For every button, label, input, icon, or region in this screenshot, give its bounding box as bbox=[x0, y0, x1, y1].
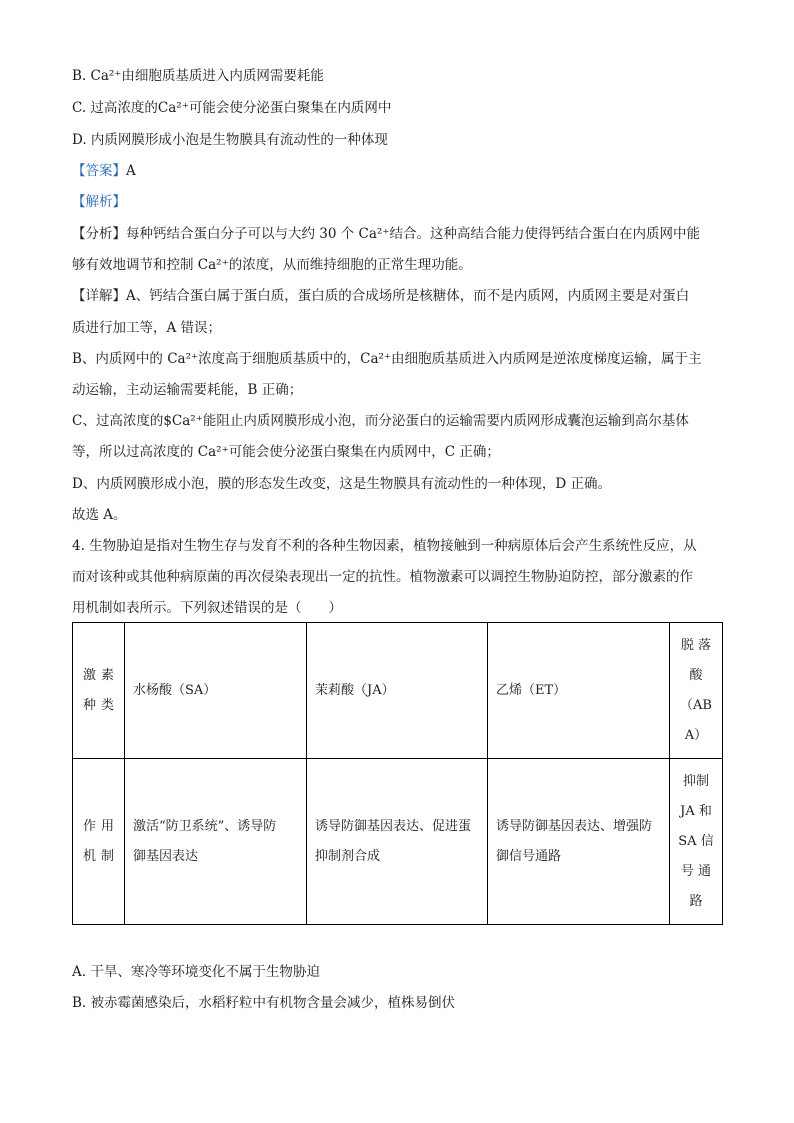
xiangjie-text-a1: A、钙结合蛋白属于蛋白质，蛋白质的合成场所是核糖体，而不是内质网，内质网主要是对蛋白 bbox=[126, 288, 690, 304]
cell-ja: 茉莉酸（JA） bbox=[307, 623, 488, 759]
table-row-types bbox=[73, 623, 723, 759]
analysis-label: 【解析】 bbox=[72, 194, 126, 210]
xiangjie-b1: B、内质网中的 Ca²⁺浓度高于细胞质基质中的，Ca²⁺由细胞质基质进入内质网是逆浓度梯度运输，属于主 bbox=[72, 351, 702, 367]
q4-line-2: 而对该种或其他种病原菌的再次侵染表现出一定的抗性。植物激素可以调控生物胁迫防控，部分激素的作 bbox=[72, 569, 693, 585]
mechanism-ja: 诱导防御基因表达、促进蛋 抑制剂合成 bbox=[307, 759, 488, 925]
xiangjie-label: 【详解】 bbox=[72, 288, 126, 304]
xiangjie-c2: 等，所以过高浓度的 Ca²⁺可能会使分泌蛋白聚集在内质网中，C 正确； bbox=[72, 444, 500, 460]
xiangjie-a2: 质进行加工等，A 错误； bbox=[72, 320, 222, 336]
fenxi-label: 【分析】 bbox=[72, 226, 126, 242]
cell-sa: 水杨酸（SA） bbox=[125, 623, 307, 759]
fenxi-text-1: 每种钙结合蛋白分子可以与大约 30 个 Ca²⁺结合。这种高结合能力使得钙结合蛋白在内质网中能 bbox=[126, 226, 700, 242]
q4-line-1: 4. 生物胁迫是指对生物生存与发育不利的各种生物因素，植物接触到一种病原体后会产生系统性反应，从 bbox=[72, 538, 697, 554]
header-mechanism: 作 用 机制 bbox=[73, 759, 125, 925]
table-row-mechanism bbox=[73, 759, 723, 925]
answer-line bbox=[72, 161, 722, 181]
xiangjie-line-1 bbox=[72, 286, 722, 306]
option-c-q3: C. 过高浓度的Ca²⁺可能会使分泌蛋白聚集在内质网中 bbox=[72, 100, 392, 116]
xiangjie-b2: 动运输，主动运输需要耗能，B 正确； bbox=[72, 382, 303, 398]
option-a-q4: A. 干旱、寒冷等环境变化不属于生物胁迫 bbox=[72, 964, 320, 980]
conclusion: 故选 A。 bbox=[72, 507, 127, 523]
header-hormone-type: 激 素 种类 bbox=[73, 623, 125, 759]
mechanism-sa: 激活“防卫系统”、诱导防 御基因表达 bbox=[125, 759, 307, 925]
xiangjie-c1: C、过高浓度的$Ca²⁺能阻止内质网膜形成小泡，而分泌蛋白的运输需要内质网形成囊泡运输到高尔基体 bbox=[72, 413, 689, 429]
mechanism-et: 诱导防御基因表达、增强防 御信号通路 bbox=[488, 759, 670, 925]
mechanism-aba: 抑制 JA 和 SA 信 号 通 路 bbox=[670, 759, 723, 925]
cell-aba: 脱 落 酸 （AB A） bbox=[670, 623, 723, 759]
hormone-table bbox=[72, 622, 723, 925]
option-b-q3: B. Ca²⁺由细胞质基质进入内质网需要耗能 bbox=[72, 68, 324, 84]
q4-line-3: 用机制如表所示。下列叙述错误的是（ ） bbox=[72, 600, 342, 616]
option-b-q4: B. 被赤霉菌感染后，水稻籽粒中有机物含量会减少，植株易倒伏 bbox=[72, 995, 456, 1011]
answer-value: A bbox=[126, 163, 136, 179]
option-d-q3: D. 内质网膜形成小泡是生物膜具有流动性的一种体现 bbox=[72, 132, 388, 148]
cell-et: 乙烯（ET） bbox=[488, 623, 670, 759]
xiangjie-d1: D、内质网膜形成小泡，膜的形态发生改变，这是生物膜具有流动性的一种体现，D 正确。 bbox=[72, 476, 611, 492]
fenxi-line-1 bbox=[72, 224, 722, 244]
answer-label: 【答案】 bbox=[72, 163, 126, 179]
fenxi-line-2: 够有效地调节和控制 Ca²⁺的浓度，从而维持细胞的正常生理功能。 bbox=[72, 257, 472, 273]
